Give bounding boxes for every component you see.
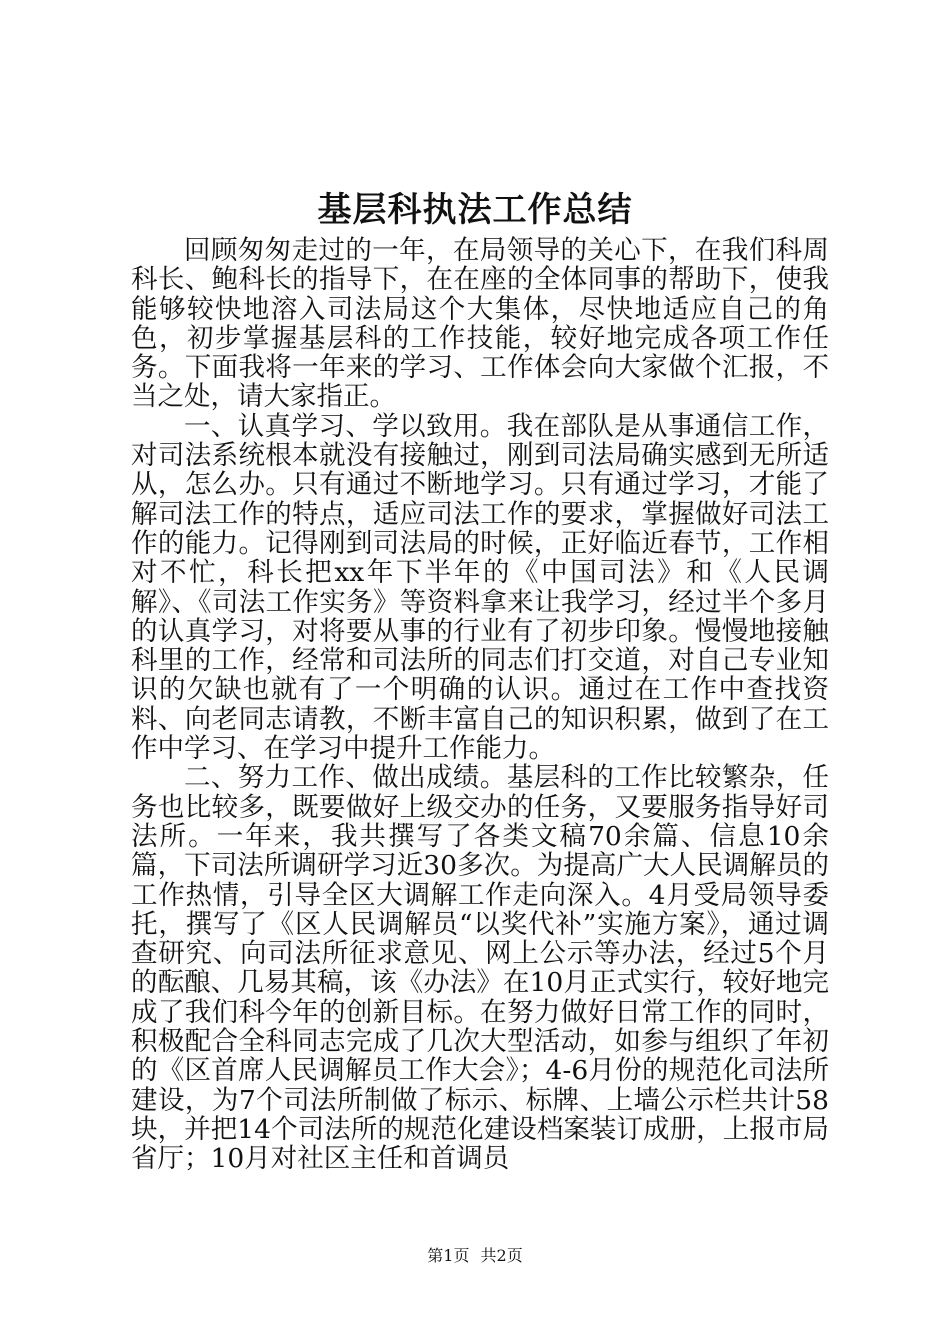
page-total: 共2页 xyxy=(480,1246,523,1265)
paragraph-section-1: 一、认真学习、学以致用。我在部队是从事通信工作，对司法系统根本就没有接触过，刚到司法局确实感到无所适从，怎么办。只有通过不断地学习。只有通过学习，才能了解司法工作的特点，适应司法工作的要求，掌握做好司法工作的能力。记得刚到司法局的时候，正好临近春节，工作相对不忙，科长把xx年下半年的《中国司法》和《人民调解》、《司法工作实务》等资料拿来让我学习，经过半个多月的认真学习，对将要从事的行业有了初步印象。慢慢地接触科里的工作，经常和司法所的同志们打交道，对自己专业知识的欠缺也就有了一个明确的认识。通过在工作中查找资料、向老同志请教，不断丰富自己的知识积累，做到了在工作中学习、在学习中提升工作能力。 xyxy=(131,410,829,765)
page-number: 第1页 xyxy=(427,1246,470,1265)
document-body xyxy=(131,236,829,1174)
page-footer xyxy=(0,1245,950,1267)
document-title: 基层科执法工作总结 xyxy=(317,190,633,230)
paragraph-section-2: 二、努力工作、做出成绩。基层科的工作比较繁杂，任务也比较多，既要做好上级交办的任务，又要服务指导好司法所。一年来，我共撰写了各类文稿70余篇、信息10余篇，下司法所调研学习近30多次。为提高广大人民调解员的工作热情，引导全区大调解工作走向深入。4月受局领导委托，撰写了《区人民调解员“以奖代补”实施方案》，通过调查研究、向司法所征求意见、网上公示等办法，经过5个月的酝酿、几易其稿，该《办法》在10月正式实行，较好地完成了我们科今年的创新目标。在努力做好日常工作的同时，积极配合全科同志完成了几次大型活动，如参与组织了年初的《区首席人民调解员工作大会》；4-6月份的规范化司法所建设，为7个司法所制做了标示、标牌、上墙公示栏共计58块，并把14个司法所的规范化建设档案装订成册，上报市局省厅；10月对社区主任和首调员 xyxy=(131,762,829,1175)
paragraph-intro: 回顾匆匆走过的一年，在局领导的关心下，在我们科周科长、鲍科长的指导下，在在座的全体同事的帮助下，使我能够较快地溶入司法局这个大集体，尽快地适应自己的角色，初步掌握基层科的工作技能，较好地完成各项工作任务。下面我将一年来的学习、工作体会向大家做个汇报，不当之处，请大家指正。 xyxy=(131,235,829,413)
